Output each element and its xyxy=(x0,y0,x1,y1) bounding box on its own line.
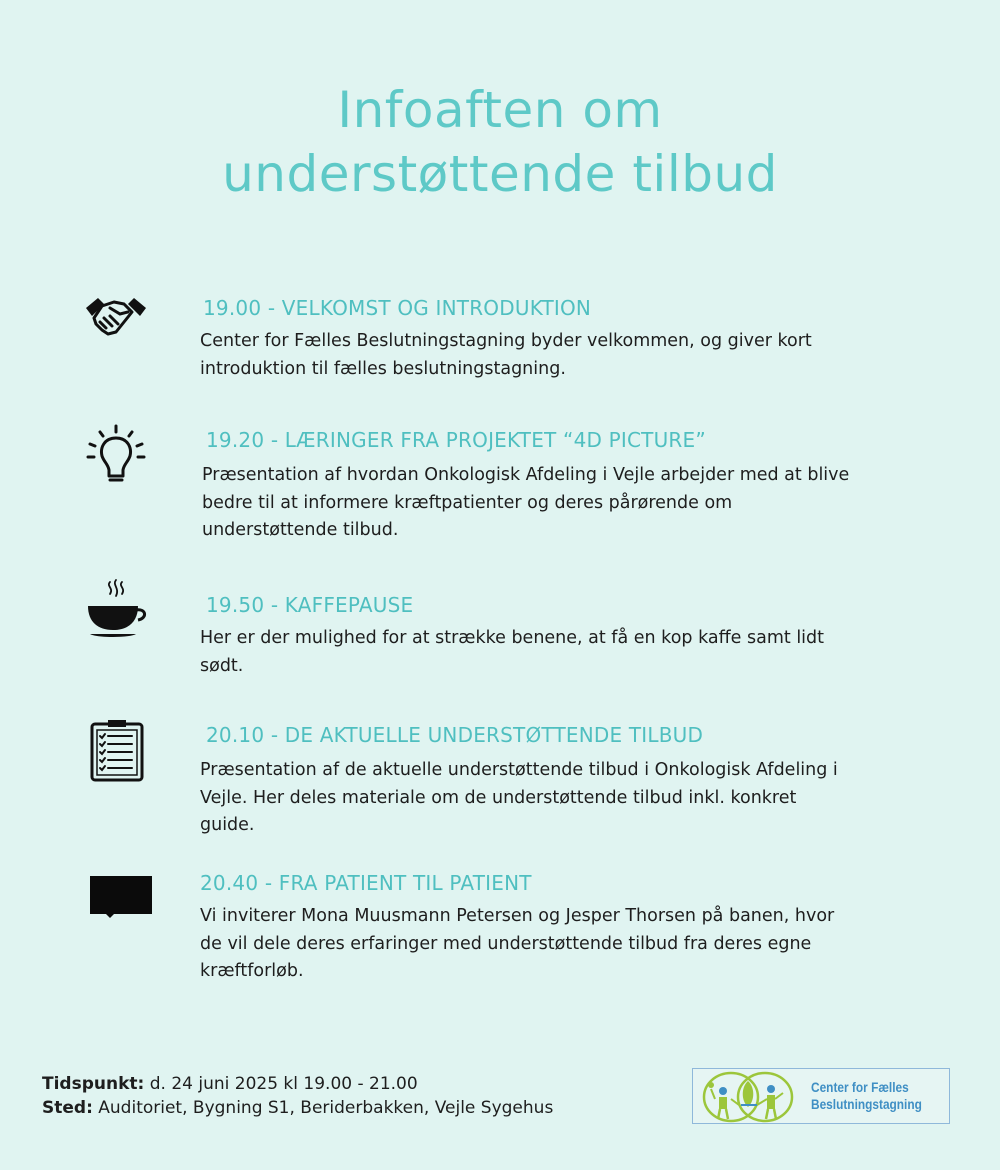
logo-text xyxy=(811,1079,922,1113)
agenda-description xyxy=(200,757,900,840)
description-line: de vil dele deres erfaringer med understøttende tilbud fra deres egne xyxy=(200,933,812,954)
event-time xyxy=(42,1072,553,1096)
description-line: understøttende tilbud. xyxy=(202,520,399,540)
description-line: Vi inviterer Mona Muusmann Petersen og Jesper Thorsen på banen, hvor xyxy=(200,906,835,926)
agenda-heading: 19.00 - VELKOMST OG INTRODUKTION xyxy=(203,296,592,320)
event-time-value: d. 24 juni 2025 kl 19.00 - 21.00 xyxy=(144,1074,418,1094)
description-line: bedre til at informere kræftpatienter og deres pårørende om xyxy=(202,492,733,513)
event-details xyxy=(42,1072,553,1120)
organization-logo xyxy=(692,1068,950,1124)
event-place xyxy=(42,1096,553,1120)
description-line: Præsentation af hvordan Onkologisk Afdeling i Vejle arbejder med at blive xyxy=(202,465,850,485)
lightbulb-icon xyxy=(80,424,152,488)
event-place-label: Sted: xyxy=(42,1098,93,1118)
agenda-heading: 20.10 - DE AKTUELLE UNDERSTØTTENDE TILBUD xyxy=(206,723,704,747)
description-line: kræftforløb. xyxy=(200,961,304,981)
agenda-description xyxy=(200,328,900,383)
agenda-description xyxy=(200,903,900,986)
description-line: guide. xyxy=(200,815,255,835)
agenda-heading: 19.50 - KAFFEPAUSE xyxy=(206,593,414,617)
description-line: Vejle. Her deles materiale om de understøttende tilbud inkl. konkret xyxy=(200,787,797,808)
coffee-cup-icon xyxy=(80,578,152,642)
description-line: introduktion til fælles beslutningstagning. xyxy=(200,358,566,379)
agenda-heading: 20.40 - FRA PATIENT TIL PATIENT xyxy=(200,871,532,895)
event-time-label: Tidspunkt: xyxy=(42,1074,145,1094)
description-line: sødt. xyxy=(200,655,244,676)
clipboard-checklist-icon xyxy=(80,718,152,782)
page-title-line-1: Infoaften om xyxy=(337,81,663,139)
page-title xyxy=(0,78,1000,206)
event-place-value: Auditoriet, Bygning S1, Beriderbakken, Vejle Sygehus xyxy=(92,1098,554,1118)
logo-text-line-1: Center for Fælles xyxy=(811,1080,909,1095)
speech-bubble-icon xyxy=(80,870,152,934)
agenda-description xyxy=(200,625,900,680)
agenda-heading: 19.20 - LÆRINGER FRA PROJEKTET “4D PICTURE” xyxy=(206,428,706,452)
handshake-icon xyxy=(80,288,152,352)
description-line: Center for Fælles Beslutningstagning byder velkommen, og giver kort xyxy=(200,331,812,351)
description-line: Præsentation af de aktuelle understøttende tilbud i Onkologisk Afdeling i xyxy=(200,760,838,780)
description-line: Her er der mulighed for at strække benene, at få en kop kaffe samt lidt xyxy=(200,628,825,648)
logo-figures-icon xyxy=(701,1071,797,1123)
page-title-line-2: understøttende tilbud xyxy=(222,145,778,203)
agenda-description xyxy=(202,462,902,545)
logo-text-line-2: Beslutningstagning xyxy=(811,1097,922,1112)
